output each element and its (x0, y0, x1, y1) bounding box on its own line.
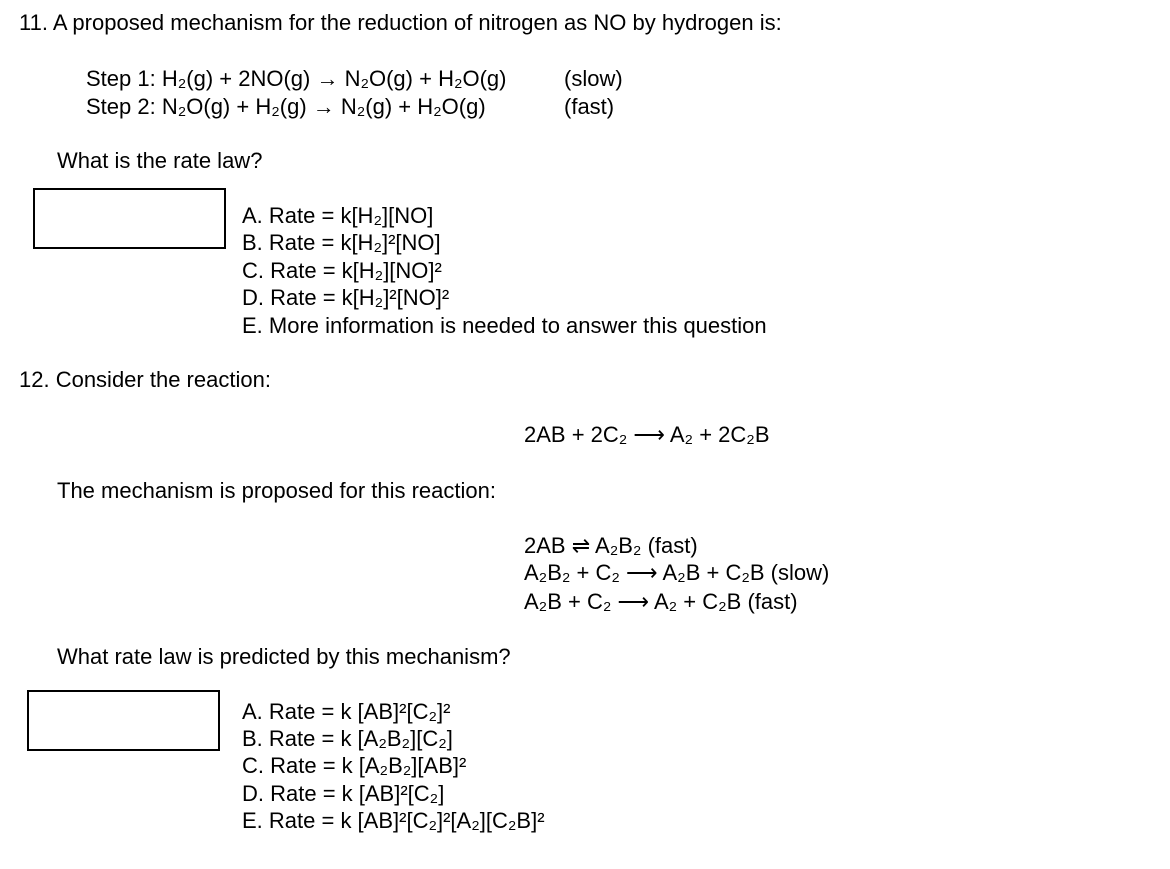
q11-step1-equation: Step 1: H₂(g) + 2NO(g) → N₂O(g) + H₂O(g) (86, 66, 507, 91)
q11-answer-box[interactable] (33, 188, 226, 249)
q12-mechanism-step-3: A₂B + C₂ ⟶ A₂ + C₂B (fast) (524, 589, 798, 614)
q11-choice-a[interactable]: A. Rate = k[H₂][NO] (242, 203, 434, 228)
q11-choice-c[interactable]: C. Rate = k[H₂][NO]² (242, 258, 442, 283)
q12-mechanism-step-1: 2AB ⇌ A₂B₂ (fast) (524, 533, 698, 558)
q11-choice-d[interactable]: D. Rate = k[H₂]²[NO]² (242, 285, 450, 310)
q12-mechanism-step-2: A₂B₂ + C₂ ⟶ A₂B + C₂B (slow) (524, 560, 830, 585)
q11-choice-e[interactable]: E. More information is needed to answer this question (242, 313, 767, 338)
q12-answer-box[interactable] (27, 690, 220, 751)
q12-choice-a[interactable]: A. Rate = k [AB]²[C₂]² (242, 699, 451, 724)
q11-question: 11. A proposed mechanism for the reduction of nitrogen as NO by hydrogen is: (19, 10, 782, 35)
q12-choice-b[interactable]: B. Rate = k [A₂B₂][C₂] (242, 726, 453, 751)
q12-mechanism-intro: The mechanism is proposed for this reaction: (57, 478, 496, 503)
q11-choice-b[interactable]: B. Rate = k[H₂]²[NO] (242, 230, 441, 255)
q11-step2-equation: Step 2: N₂O(g) + H₂(g) → N₂(g) + H₂O(g) (86, 94, 486, 119)
q12-prompt: What rate law is predicted by this mechanism? (57, 644, 511, 669)
q12-choice-c[interactable]: C. Rate = k [A₂B₂][AB]² (242, 753, 467, 778)
q12-overall-reaction: 2AB + 2C₂ ⟶ A₂ + 2C₂B (524, 422, 770, 447)
q12-choice-d[interactable]: D. Rate = k [AB]²[C₂] (242, 781, 445, 806)
q11-step1-speed: (slow) (564, 66, 623, 91)
q11-step2-speed: (fast) (564, 94, 615, 119)
q11-prompt: What is the rate law? (57, 148, 263, 173)
q12-question: 12. Consider the reaction: (19, 367, 271, 392)
q12-choice-e[interactable]: E. Rate = k [AB]²[C₂]²[A₂][C₂B]² (242, 808, 545, 833)
